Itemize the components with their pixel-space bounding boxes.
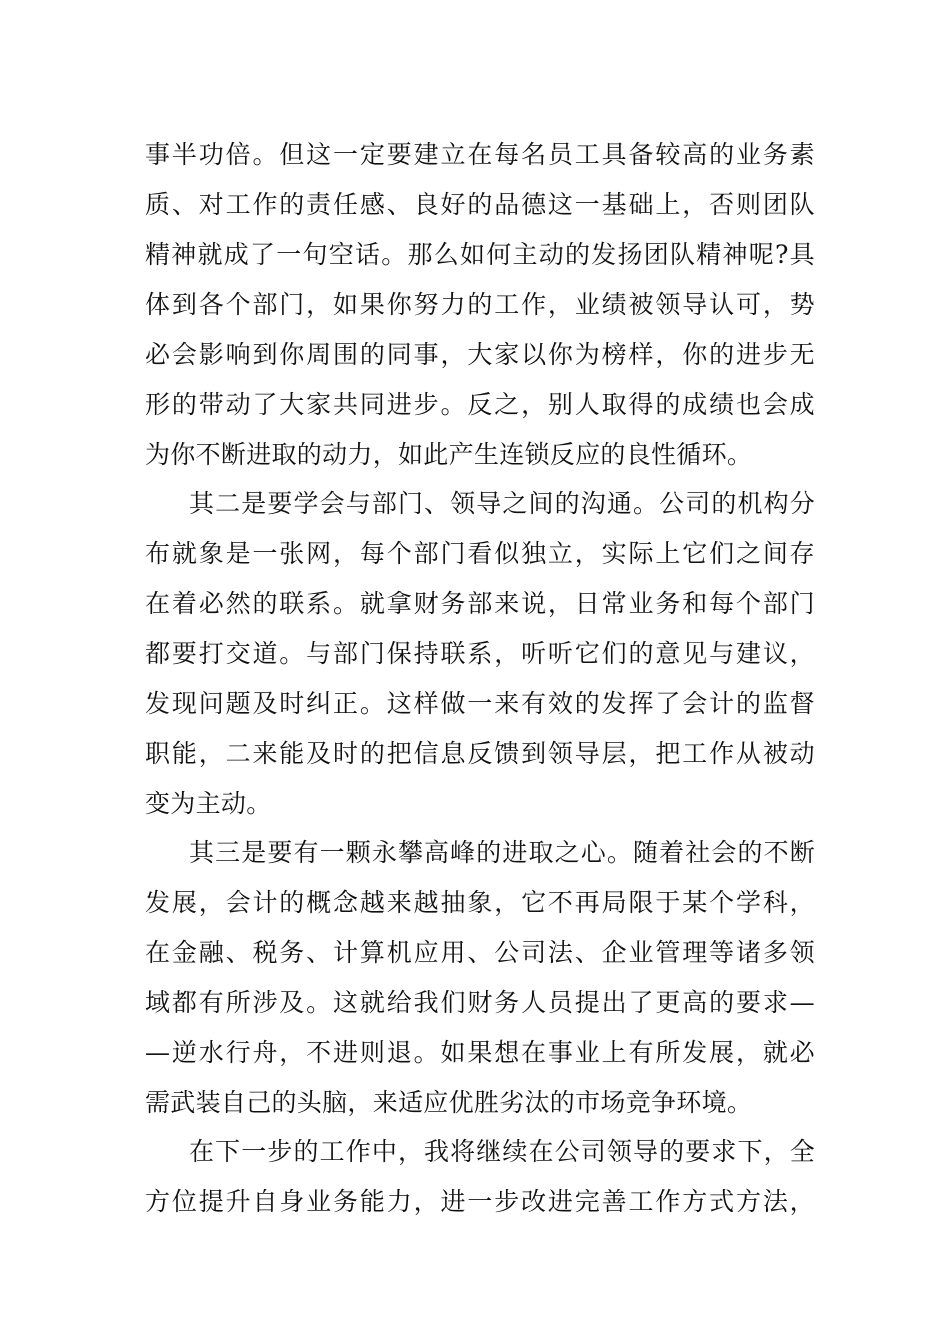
- text-line: 发展，会计的概念越来越抽象，它不再局限于某个学科，: [145, 888, 815, 917]
- text-line: 方位提升自身业务能力，进一步改进完善工作方式方法，: [145, 1187, 815, 1216]
- paragraph-start-line: 其二是要学会与部门、领导之间的沟通。公司的机构分: [189, 489, 815, 518]
- paragraph-start-line: 在下一步的工作中，我将继续在公司领导的要求下，全: [189, 1137, 815, 1166]
- text-line: 质、对工作的责任感、良好的品德这一基础上，否则团队: [145, 190, 815, 219]
- paragraph-start-line: 其三是要有一颗永攀高峰的进取之心。随着社会的不断: [189, 838, 815, 867]
- text-line: 事半功倍。但这一定要建立在每名员工具备较高的业务素: [145, 140, 815, 169]
- text-line: 体到各个部门，如果你努力的工作，业绩被领导认可，势: [145, 290, 815, 319]
- text-line: 发现问题及时纠正。这样做一来有效的发挥了会计的监督: [145, 689, 815, 718]
- text-line: 在着必然的联系。就拿财务部来说，日常业务和每个部门: [145, 589, 815, 618]
- text-line: —逆水行舟，不进则退。如果想在事业上有所发展，就必: [145, 1038, 815, 1067]
- text-line: 在金融、税务、计算机应用、公司法、企业管理等诸多领: [145, 938, 815, 967]
- text-line: 需武装自己的头脑，来适应优胜劣汰的市场竞争环境。: [145, 1088, 753, 1117]
- text-line: 职能，二来能及时的把信息反馈到领导层，把工作从被动: [145, 739, 815, 768]
- text-line: 精神就成了一句空话。那么如何主动的发扬团队精神呢?具: [145, 240, 815, 269]
- text-line: 必会影响到你周围的同事，大家以你为榜样，你的进步无: [145, 340, 815, 369]
- text-line: 域都有所涉及。这就给我们财务人员提出了更高的要求—: [145, 988, 815, 1017]
- text-line: 为你不断进取的动力，如此产生连锁反应的良性循环。: [145, 440, 753, 469]
- text-line: 形的带动了大家共同进步。反之，别人取得的成绩也会成: [145, 390, 815, 419]
- text-line: 布就象是一张网，每个部门看似独立，实际上它们之间存: [145, 539, 815, 568]
- text-line: 都要打交道。与部门保持联系，听听它们的意见与建议，: [145, 639, 815, 668]
- text-line: 变为主动。: [145, 789, 272, 818]
